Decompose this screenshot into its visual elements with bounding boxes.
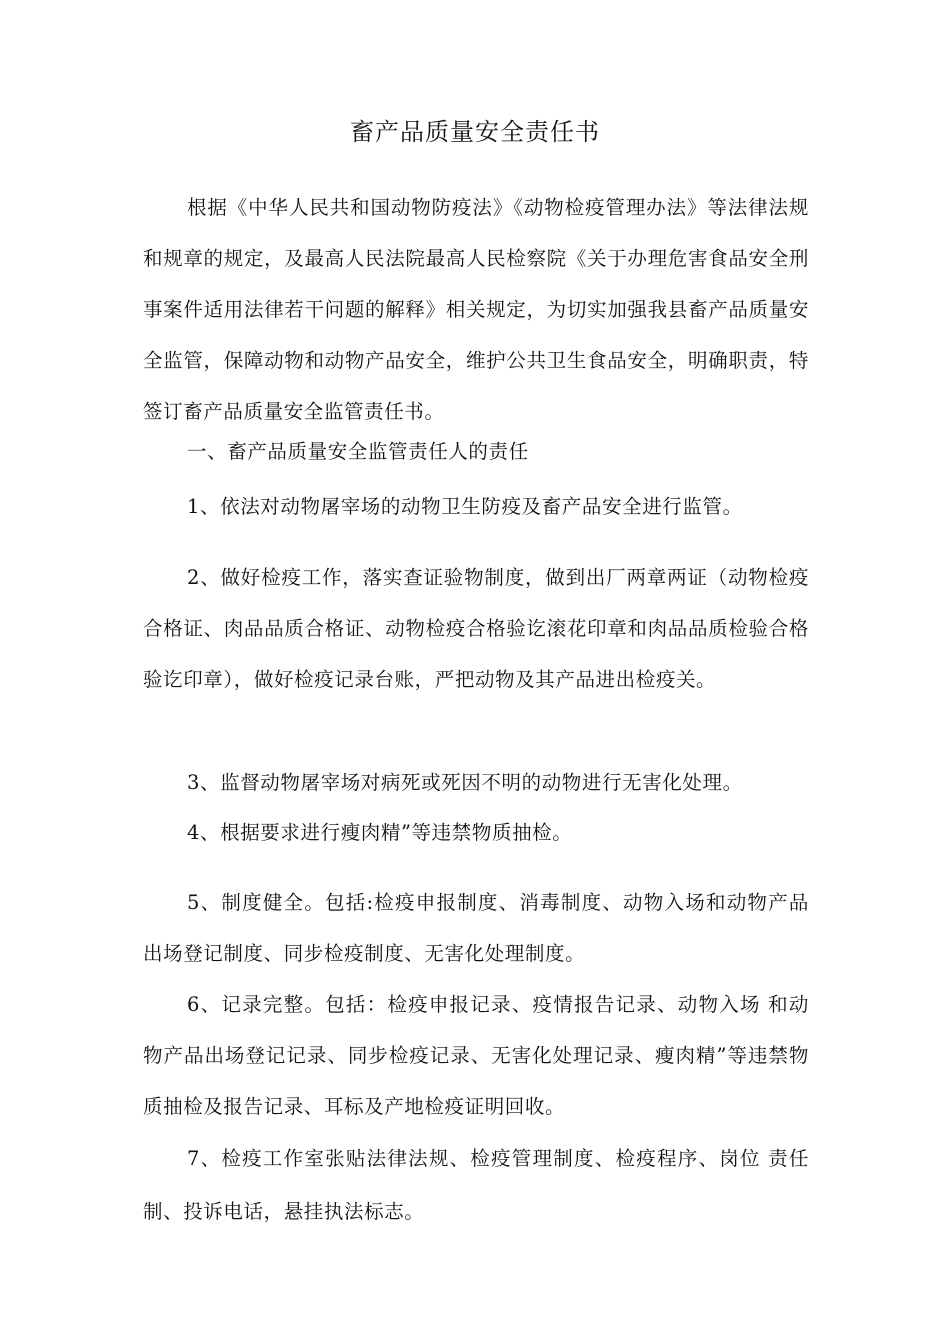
list-item: 2、做好检疫工作，落实查证验物制度，做到出厂两章两证（动物检疫合格证、肉品品质合格证、动物检疫合格验讫滚花印章和肉品品质检验合格验讫印章），做好检疫记录台账，严把动物及其产品进出检疫关。 — [143, 566, 809, 691]
list-item: 4、根据要求进行瘦肉精”等违禁物质抽检。 — [187, 821, 573, 844]
document-title: 畜产品质量安全责任书 — [350, 118, 600, 146]
section-heading: 一、畜产品质量安全监管责任人的责任 — [187, 440, 529, 463]
list-item: 3、监督动物屠宰场对病死或死因不明的动物进行无害化处理。 — [187, 771, 743, 794]
list-item: 5、制度健全。包括:检疫申报制度、消毒制度、动物入场和动物产品出场登记制度、同步检疫制度、无害化处理制度。 — [143, 891, 809, 965]
intro-paragraph: 根据《中华人民共和国动物防疫法》《动物检疫管理办法》等法律法规和规章的规定，及最高人民法院最高人民检察院《关于办理危害食品安全刑事案件适用法律若干问题的解释》相关规定，为切实加强我县畜产品质量安全监管，保障动物和动物产品安全，维护公共卫生食品安全，明确职责，特签订畜产品质量安全监管责任书。 — [143, 196, 809, 423]
list-item: 7、检疫工作室张贴法律法规、检疫管理制度、检疫程序、岗位 责任制、投诉电话，悬挂执法标志。 — [143, 1147, 809, 1223]
list-item: 6、记录完整。包括：检疫申报记录、疫情报告记录、动物入场 和动物产品出场登记记录、同步检疫记录、无害化处理记录、瘦肉精”等违禁物质抽检及报告记录、耳标及产地检疫证明回收。 — [143, 993, 809, 1118]
list-item: 1、依法对动物屠宰场的动物卫生防疫及畜产品安全进行监管。 — [187, 495, 743, 518]
